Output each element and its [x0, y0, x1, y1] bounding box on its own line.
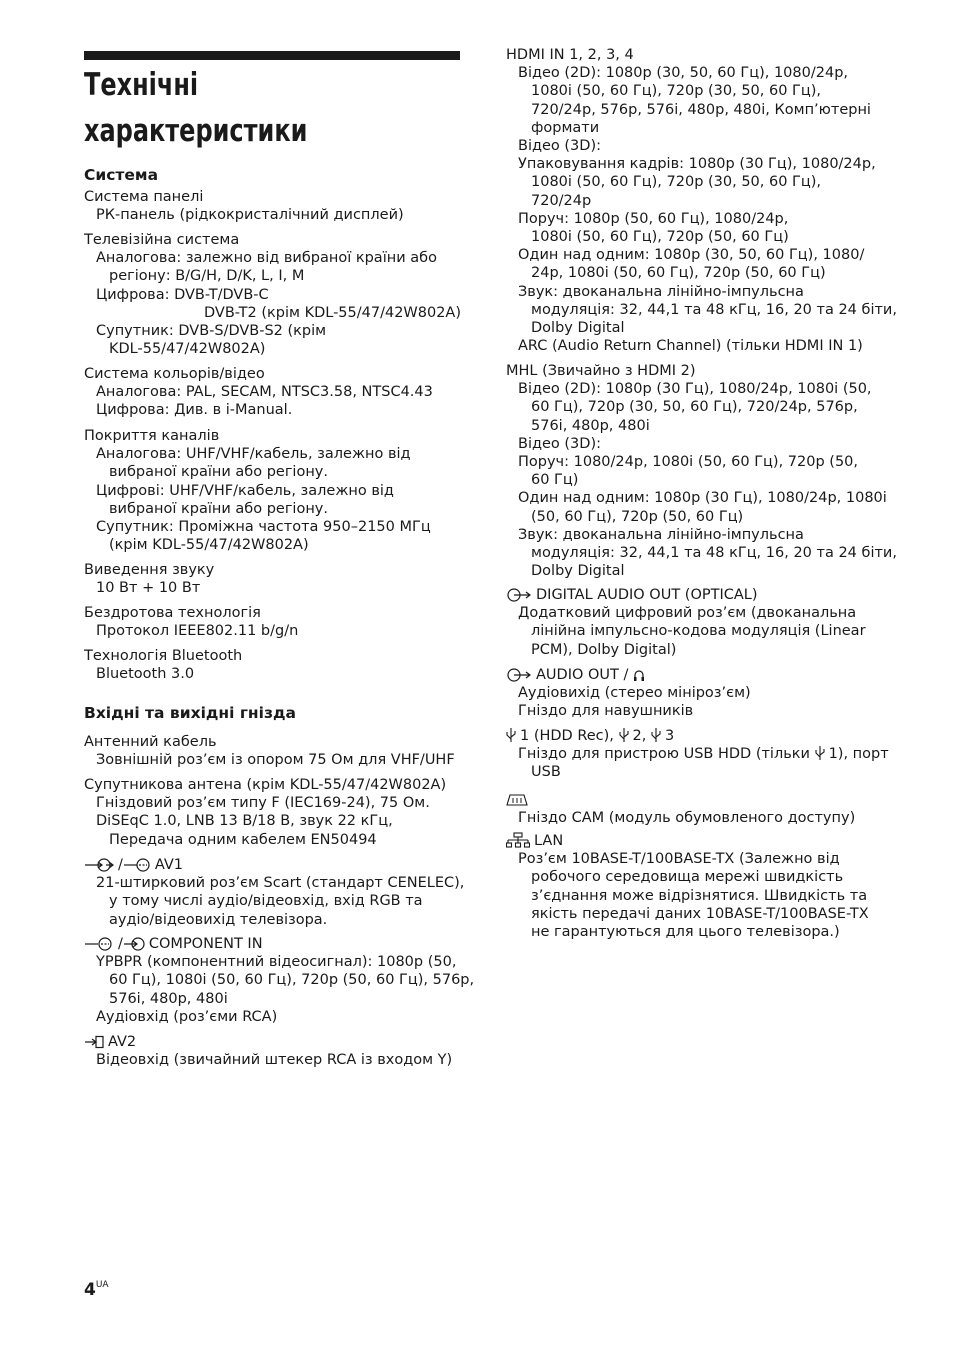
spec-bluetooth: Технологія Bluetooth Bluetooth 3.0 [84, 648, 243, 683]
usb-icon [651, 727, 661, 743]
scart-input-icon [123, 858, 151, 872]
spec-mhl: MHL (Звичайно з HDMI 2) Відео (2D): 1080p (30 Гц), 1080/24p, 1080i (50, 60 Гц), 720p (30, 50, 60 Гц), 720/24p, 576p, 576i, 480p, 480i Відео (3D): Поруч: 1080/24p, 1080i (50, 60 Гц), 720p (50, 60 Гц) Один над одним: 1080p (30 Гц), 1080/24p, 1080i (50, 60 Гц), 720p (50, 60 Гц) Звук: двоканальна лінійно-імпульсна модуляція: 32, 44,1 та 48 кГц, 16, 20 та 24 біти, Dolby Digital [506, 363, 897, 580]
section-heading-io: Вхідні та вихідні гнізда [84, 704, 296, 722]
audio-output-icon [506, 668, 532, 682]
video-input-icon [84, 1035, 104, 1049]
usb-icon [506, 727, 516, 743]
page-title: Технічні характеристики [84, 67, 308, 149]
spec-tv-system: Телевізійна система Аналогова: залежно від вибраної країни або регіону: B/G/H, D/K, L, I, M Цифрова: DVB-T/DVB-C DVB-T2 (крім KDL-55/47/42W802A) Супутник: DVB-S/DVB-S2 (крім KDL-55/47/42W802A) [84, 232, 462, 358]
usb-icon [619, 727, 629, 743]
headphones-icon [633, 668, 645, 682]
spec-color-system: Система кольорів/відео Аналогова: PAL, SECAM, NTSC3.58, NTSC4.43 Цифрова: Див. в i-Manual. [84, 366, 433, 419]
usb-icon [815, 745, 825, 761]
input-icon [123, 937, 145, 951]
spec-av1: / AV1 21-штирковий роз’єм Scart (стандарт CENELEC), у тому числі аудіо/відеовхід, вхід RGB та аудіо/відеовихід телевізора. [84, 856, 464, 929]
spec-component: / COMPONENT IN YPBPR (компонентний відеосигнал): 1080p (50, 60 Гц), 1080i (50, 60 Гц), 720p (50, 60 Гц), 576p, 576i, 480p, 480i Аудіовхід (роз’єми RCA) [84, 935, 474, 1026]
spec-lan: LAN Роз’єм 10BASE-T/100BASE-TX (Залежно від робочого середовища мережі швидкість з’єднання може відрізнятися. Швидкість та якість передачі даних 10BASE-T/100BASE-TX не гарантуються для цього телевізора.) [506, 832, 869, 941]
spec-audio-out: AUDIO OUT / Аудіовихід (стерео мініроз’єм) Гніздо для навушників [506, 666, 751, 721]
audio-output-icon [506, 588, 532, 602]
component-input-icon [84, 937, 114, 951]
cam-slot-icon [506, 793, 528, 807]
spec-channel-coverage: Покриття каналів Аналогова: UHF/VHF/кабель, залежно від вибраної країни або регіону. Цифрові: UHF/VHF/кабель, залежно від вибраної країни або регіону. Супутник: Проміжна частота 950–2150 МГц (крім KDL-55/47/42W802A) [84, 428, 431, 554]
scart-inout-icon [84, 858, 114, 872]
section-heading-system: Система [84, 166, 159, 184]
spec-av2: AV2 Відеовхід (звичайний штекер RCA із входом Y) [84, 1033, 452, 1069]
spec-antenna: Антенний кабель Зовнішній роз’єм із опором 75 Ом для VHF/UHF [84, 734, 455, 769]
spec-optical: DIGITAL AUDIO OUT (OPTICAL) Додатковий цифровий роз’єм (двоканальна лінійна імпульсно-кодова модуляція (Linear PCM), Dolby Digital) [506, 586, 866, 659]
title-rule [84, 51, 460, 60]
spec-panel: Система панелі РК-панель (рідкокристалічний дисплей) [84, 189, 404, 224]
spec-wireless: Бездротова технологія Протокол IEEE802.11 b/g/n [84, 605, 299, 640]
spec-hdmi: HDMI IN 1, 2, 3, 4 Відео (2D): 1080p (30, 50, 60 Гц), 1080/24p, 1080i (50, 60 Гц), 720p (30, 50, 60 Гц), 720/24p, 576p, 576i, 480p, 480i, Комп’ютерні формати Відео (3D): Упаковування кадрів: 1080p (30 Гц), 1080/24p, 1080i (50, 60 Гц), 720p (30, 50, 60 Гц), 720/24p Поруч: 1080p (50, 60 Гц), 1080/24p, 1080i (50, 60 Гц), 720p (50, 60 Гц) Один над одним: 1080p (30, 50, 60 Гц), 1080/ 24p, 1080i (50, 60 Гц), 720p (50, 60 Гц) Звук: двоканальна лінійно-імпульсна модуляція: 32, 44,1 та 48 кГц, 16, 20 та 24 біти, Dolby Digital ARC (Audio Return Channel) (тільки HDMI IN 1) [506, 47, 897, 355]
spec-sat-antenna: Супутникова антена (крім KDL-55/47/42W802A) Гніздовий роз’єм типу F (IEC169-24), 75 Ом. DiSEqC 1.0, LNB 13 В/18 В, звук 22 кГц, Передача одним кабелем EN50494 [84, 777, 447, 848]
spec-usb: 1 (HDD Rec), 2, 3 Гніздо для пристрою USB HDD (тільки 1), порт USB [506, 727, 889, 782]
spec-sound-output: Виведення звуку 10 Вт + 10 Вт [84, 562, 215, 597]
lan-icon [506, 832, 530, 848]
spec-cam: Гніздо CAM (модуль обумовленого доступу) [506, 791, 855, 827]
page-number: $4^{UA}$ [84, 1280, 109, 1300]
